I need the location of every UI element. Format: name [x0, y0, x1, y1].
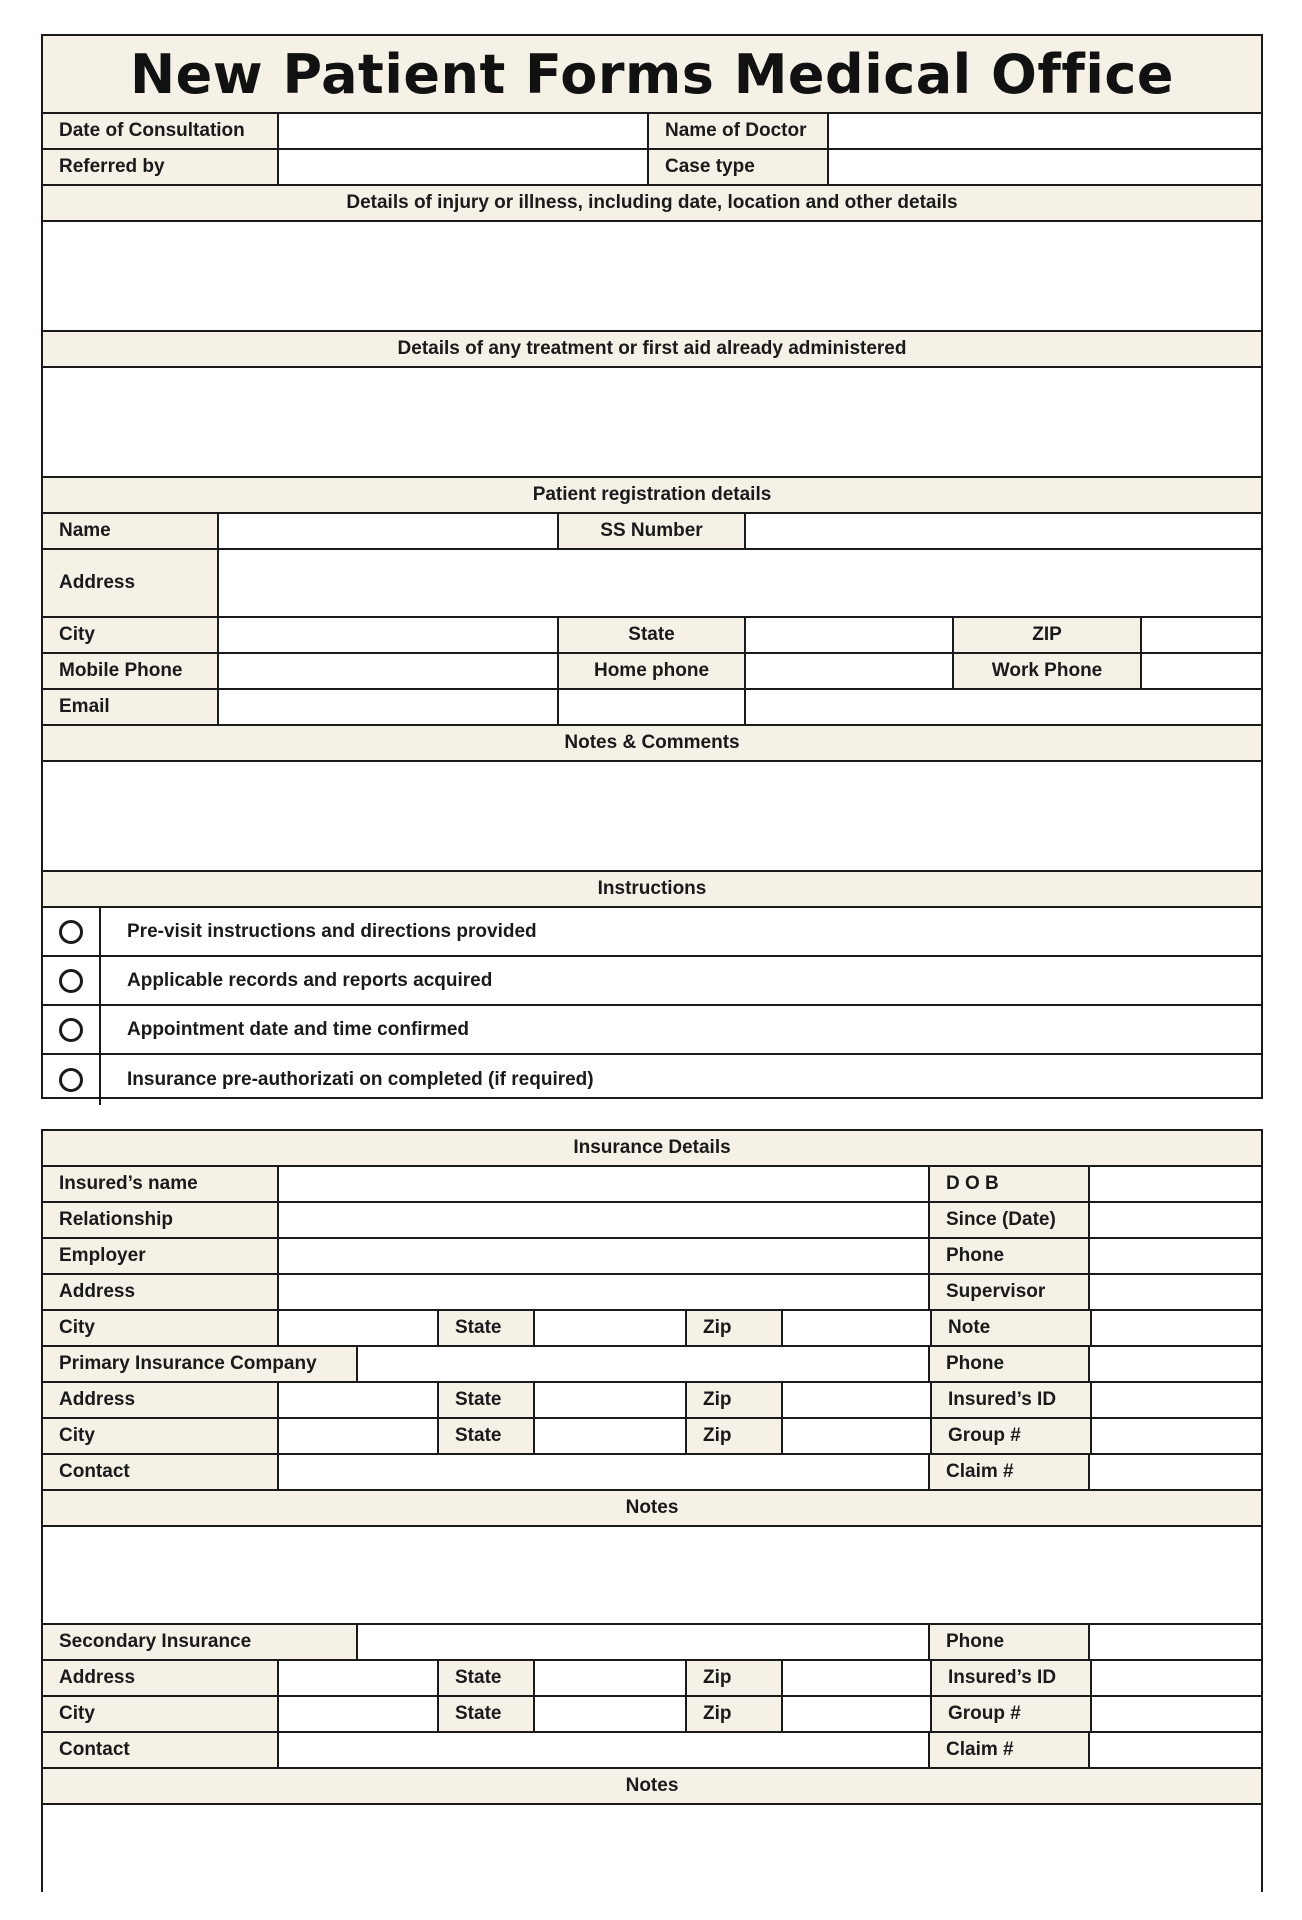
instruction-text: Pre-visit instructions and directions provided	[127, 920, 537, 942]
notes-comments-field[interactable]	[43, 762, 1261, 872]
secondary-city-label: City	[43, 1697, 279, 1731]
home-phone-field[interactable]	[746, 654, 954, 688]
name-of-doctor-field[interactable]	[829, 114, 1261, 148]
employer-address-label: Address	[43, 1275, 279, 1309]
secondary-group-label: Group #	[932, 1697, 1092, 1731]
instruction-item	[43, 957, 1261, 1006]
insured-name-row	[43, 1167, 1261, 1203]
secondary-notes-field[interactable]	[43, 1805, 1261, 1903]
primary-group-field[interactable]	[1092, 1419, 1261, 1453]
primary-phone-label: Phone	[930, 1347, 1090, 1381]
relationship-field[interactable]	[279, 1203, 930, 1237]
instruction-text: Appointment date and time confirmed	[127, 1018, 470, 1040]
circle-icon	[59, 969, 83, 993]
primary-notes-field[interactable]	[43, 1527, 1261, 1625]
secondary-zip2-field[interactable]	[783, 1697, 932, 1731]
insurance-form	[41, 1129, 1263, 1892]
primary-claim-label: Claim #	[930, 1455, 1090, 1489]
consultation-row	[43, 114, 1261, 150]
employer-address-row	[43, 1275, 1261, 1311]
secondary-zip2-label: Zip	[687, 1697, 783, 1731]
dob-field[interactable]	[1090, 1167, 1261, 1201]
secondary-zip-field[interactable]	[783, 1661, 932, 1695]
secondary-insured-id-label: Insured’s ID	[932, 1661, 1092, 1695]
since-date-field[interactable]	[1090, 1203, 1261, 1237]
email-label: Email	[43, 690, 219, 724]
primary-address-field[interactable]	[279, 1383, 439, 1417]
primary-insurance-row	[43, 1347, 1261, 1383]
primary-insured-id-label: Insured’s ID	[932, 1383, 1092, 1417]
secondary-contact-field[interactable]	[279, 1733, 930, 1767]
email-extra-field[interactable]	[559, 690, 746, 724]
secondary-claim-label: Claim #	[930, 1733, 1090, 1767]
secondary-insurance-field[interactable]	[358, 1625, 930, 1659]
note-field[interactable]	[1092, 1311, 1261, 1345]
employer-phone-label: Phone	[930, 1239, 1090, 1273]
supervisor-label: Supervisor	[930, 1275, 1090, 1309]
secondary-notes-header: Notes	[43, 1769, 1261, 1805]
circle-icon	[59, 1068, 83, 1092]
primary-city-label: City	[43, 1419, 279, 1453]
state-field[interactable]	[746, 618, 954, 652]
primary-zip-label: Zip	[687, 1383, 783, 1417]
primary-contact-row	[43, 1455, 1261, 1491]
notes-comments-header: Notes & Comments	[43, 726, 1261, 762]
city-label: City	[43, 618, 219, 652]
zip-label: ZIP	[954, 618, 1142, 652]
registration-name-row	[43, 514, 1261, 550]
primary-insurance-field[interactable]	[358, 1347, 930, 1381]
dob-label: D O B	[930, 1167, 1090, 1201]
circle-icon	[59, 1018, 83, 1042]
instruction-item	[43, 1006, 1261, 1055]
supervisor-field[interactable]	[1090, 1275, 1261, 1309]
mobile-phone-field[interactable]	[219, 654, 559, 688]
referred-by-field[interactable]	[279, 150, 649, 184]
name-field[interactable]	[219, 514, 559, 548]
home-phone-label: Home phone	[559, 654, 746, 688]
instruction-item	[43, 1055, 1261, 1105]
treatment-details-header: Details of any treatment or first aid already administered	[43, 332, 1261, 368]
relationship-row	[43, 1203, 1261, 1239]
secondary-city-field[interactable]	[279, 1697, 439, 1731]
injury-details-field[interactable]	[43, 222, 1261, 332]
employer-address-field[interactable]	[279, 1275, 930, 1309]
instruction-checkbox[interactable]	[43, 957, 101, 1004]
city-field[interactable]	[219, 618, 559, 652]
secondary-phone-field[interactable]	[1090, 1625, 1261, 1659]
mobile-phone-label: Mobile Phone	[43, 654, 219, 688]
primary-insurance-label: Primary Insurance Company	[43, 1347, 358, 1381]
secondary-state-label: State	[439, 1661, 535, 1695]
email-extra-field-2[interactable]	[746, 690, 1261, 724]
treatment-details-field[interactable]	[43, 368, 1261, 478]
primary-city-field[interactable]	[279, 1419, 439, 1453]
registration-phone-row	[43, 654, 1261, 690]
primary-zip2-field[interactable]	[783, 1419, 932, 1453]
instruction-checkbox[interactable]	[43, 1055, 101, 1105]
circle-icon	[59, 920, 83, 944]
email-field[interactable]	[219, 690, 559, 724]
primary-state2-field[interactable]	[535, 1419, 687, 1453]
secondary-insured-id-field[interactable]	[1092, 1661, 1261, 1695]
primary-state-field[interactable]	[535, 1383, 687, 1417]
employer-city-label: City	[43, 1311, 279, 1345]
page-title: New Patient Forms Medical Office	[43, 36, 1261, 114]
registration-header: Patient registration details	[43, 478, 1261, 514]
primary-state2-label: State	[439, 1419, 535, 1453]
secondary-address-label: Address	[43, 1661, 279, 1695]
employer-field[interactable]	[279, 1239, 930, 1273]
registration-city-row	[43, 618, 1261, 654]
secondary-contact-row	[43, 1733, 1261, 1769]
primary-insured-id-field[interactable]	[1092, 1383, 1261, 1417]
state-label: State	[559, 618, 746, 652]
note-label: Note	[932, 1311, 1092, 1345]
secondary-phone-label: Phone	[930, 1625, 1090, 1659]
employer-state-label: State	[439, 1311, 535, 1345]
name-label: Name	[43, 514, 219, 548]
secondary-claim-field[interactable]	[1090, 1733, 1261, 1767]
instruction-text: Insurance pre-authorizati on completed (if required)	[127, 1069, 594, 1090]
secondary-state2-label: State	[439, 1697, 535, 1731]
employer-label: Employer	[43, 1239, 279, 1273]
primary-phone-field[interactable]	[1090, 1347, 1261, 1381]
address-field[interactable]	[219, 550, 1261, 616]
primary-city-row	[43, 1419, 1261, 1455]
zip-field[interactable]	[1142, 618, 1261, 652]
registration-address-row	[43, 550, 1261, 618]
instruction-item	[43, 908, 1261, 957]
employer-city-field[interactable]	[279, 1311, 439, 1345]
insured-name-field[interactable]	[279, 1167, 930, 1201]
secondary-group-field[interactable]	[1092, 1697, 1261, 1731]
primary-group-label: Group #	[932, 1419, 1092, 1453]
secondary-address-row	[43, 1661, 1261, 1697]
patient-form	[41, 34, 1263, 1099]
secondary-state2-field[interactable]	[535, 1697, 687, 1731]
registration-email-row	[43, 690, 1261, 726]
secondary-zip-label: Zip	[687, 1661, 783, 1695]
instructions-header: Instructions	[43, 872, 1261, 908]
primary-address-label: Address	[43, 1383, 279, 1417]
work-phone-label: Work Phone	[954, 654, 1142, 688]
secondary-state-field[interactable]	[535, 1661, 687, 1695]
instruction-checkbox[interactable]	[43, 1006, 101, 1053]
case-type-field[interactable]	[829, 150, 1261, 184]
employer-city-row	[43, 1311, 1261, 1347]
employer-phone-field[interactable]	[1090, 1239, 1261, 1273]
relationship-label: Relationship	[43, 1203, 279, 1237]
secondary-address-field[interactable]	[279, 1661, 439, 1695]
address-label: Address	[43, 550, 219, 616]
injury-details-header: Details of injury or illness, including date, location and other details	[43, 186, 1261, 222]
primary-contact-label: Contact	[43, 1455, 279, 1489]
work-phone-field[interactable]	[1142, 654, 1261, 688]
primary-state-label: State	[439, 1383, 535, 1417]
employer-row	[43, 1239, 1261, 1275]
since-date-label: Since (Date)	[930, 1203, 1090, 1237]
secondary-insurance-row	[43, 1625, 1261, 1661]
instruction-checkbox[interactable]	[43, 908, 101, 955]
primary-address-row	[43, 1383, 1261, 1419]
insurance-details-header: Insurance Details	[43, 1131, 1261, 1167]
primary-notes-header: Notes	[43, 1491, 1261, 1527]
secondary-contact-label: Contact	[43, 1733, 279, 1767]
ss-number-field[interactable]	[746, 514, 1261, 548]
secondary-insurance-label: Secondary Insurance	[43, 1625, 358, 1659]
name-of-doctor-label: Name of Doctor	[649, 114, 829, 148]
primary-claim-field[interactable]	[1090, 1455, 1261, 1489]
referred-by-label: Referred by	[43, 150, 279, 184]
employer-zip-field[interactable]	[783, 1311, 932, 1345]
case-type-label: Case type	[649, 150, 829, 184]
employer-zip-label: Zip	[687, 1311, 783, 1345]
date-of-consultation-field[interactable]	[279, 114, 649, 148]
primary-zip-field[interactable]	[783, 1383, 932, 1417]
primary-contact-field[interactable]	[279, 1455, 930, 1489]
ss-number-label: SS Number	[559, 514, 746, 548]
referral-row	[43, 150, 1261, 186]
insured-name-label: Insured’s name	[43, 1167, 279, 1201]
instruction-text: Applicable records and reports acquired	[127, 969, 493, 991]
secondary-city-row	[43, 1697, 1261, 1733]
employer-state-field[interactable]	[535, 1311, 687, 1345]
primary-zip2-label: Zip	[687, 1419, 783, 1453]
date-of-consultation-label: Date of Consultation	[43, 114, 279, 148]
